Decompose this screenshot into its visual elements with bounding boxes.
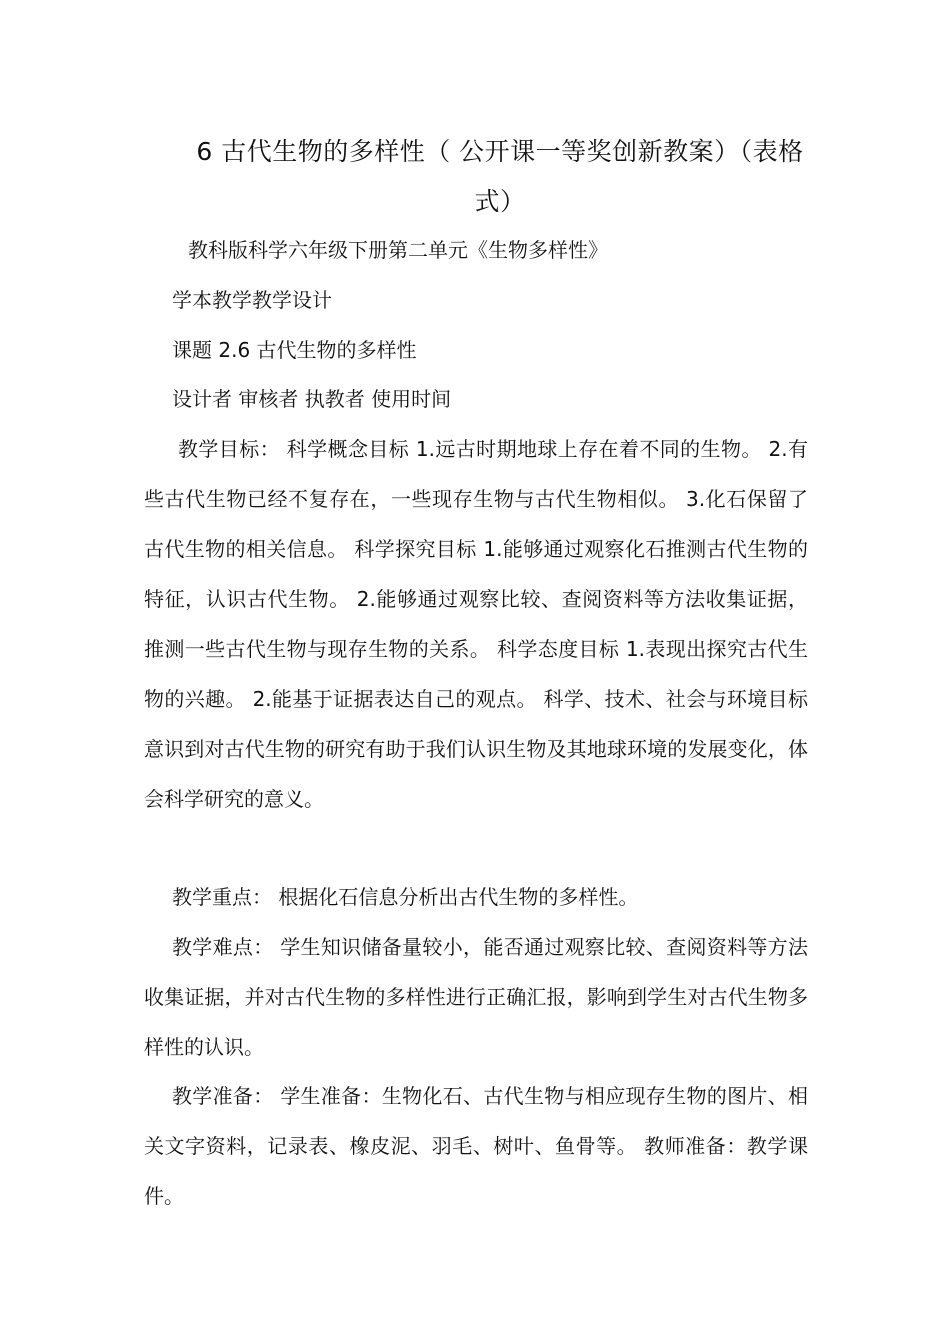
document-title: 6 古代生物的多样性（ 公开课一等奖创新教案）（表格式） [196, 137, 804, 216]
teaching-goals-paragraph: 教学目标： 科学概念目标 1.远古时期地球上存在着不同的生物。 2.有些古代生物已经不复存在，一些现存生物与古代生物相似。 3.化石保留了古代生物的相关信息。 科学探究目标 1.能够通过观察化石推测古代生物的特征，认识古代生物。 2.能够通过观察比较、查阅资料等方法收集证据，推测一些古代生物与现存生物的关系。 科学态度目标 1.表现出探究古代生物的兴趣。 2.能基于证据表达自己的观点。 科学、技术、社会与环境目标 意识到对古代生物的研究有助于我们认识生物及其地球环境的发展变化，体会科学研究的意义。 [144, 437, 808, 811]
teaching-difficulty-paragraph: 教学难点： 学生知识储备量较小，能否通过观察比较、查阅资料等方法收集证据，并对古代生物的多样性进行正确汇报，影响到学生对古代生物多样性的认识。 [144, 935, 808, 1059]
design-heading: 学本教学教学设计 [172, 288, 332, 312]
teaching-key-point-paragraph: 教学重点： 根据化石信息分析出古代生物的多样性。 [172, 885, 639, 909]
staff-fields: 设计者 审核者 执教者 使用时间 [172, 387, 452, 411]
document-subtitle: 教科版科学六年级下册第二单元《生物多样性》 [188, 238, 608, 262]
teaching-preparation-paragraph: 教学准备： 学生准备：生物化石、古代生物与相应现存生物的图片、相关文字资料，记录表、橡皮泥、羽毛、树叶、鱼骨等。 教师准备：教学课件。 [144, 1084, 808, 1208]
lesson-topic: 课题 2.6 古代生物的多样性 [172, 338, 417, 362]
